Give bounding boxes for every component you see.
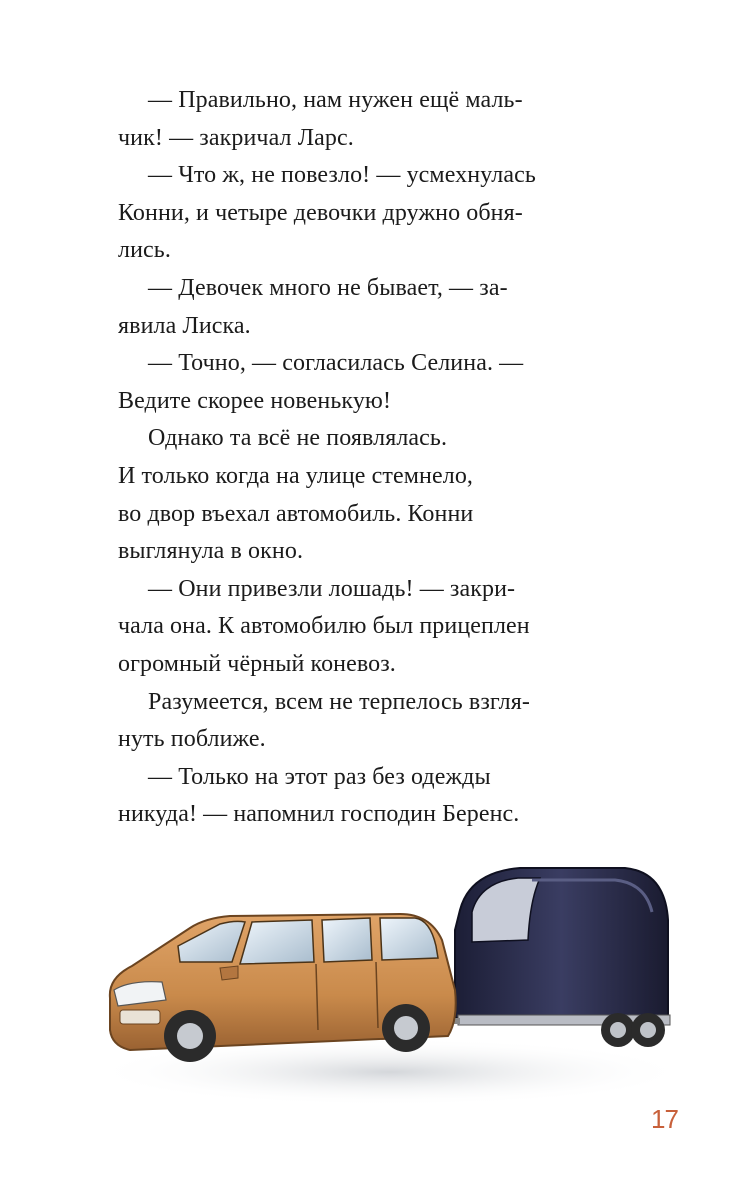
text-line: явила Лиска.: [118, 312, 251, 339]
text-line: — Они привезли лошадь! — закри-: [148, 575, 516, 602]
page-number: 17: [651, 1104, 678, 1134]
text-line: выглянула в окно.: [118, 538, 304, 565]
text-line: — Что ж, не повезло! — усмехнулась: [148, 162, 536, 189]
text-line: никуда! — напомнил господин Беренс.: [118, 801, 520, 828]
text-line: огромный чёрный коневоз.: [118, 650, 396, 677]
text-line: Конни, и четыре девочки дружно обня-: [118, 199, 523, 226]
text-line: чала она. К автомобилю был прицеплен: [118, 613, 530, 640]
text-line: Ведите скорее новенькую!: [118, 387, 392, 414]
text-line: — Правильно, нам нужен ещё маль-: [148, 87, 523, 113]
text-line: лись.: [118, 237, 171, 264]
text-line: чик! — закричал Ларс.: [118, 124, 354, 151]
horse-trailer: [440, 868, 670, 1047]
text-line: Разумеется, всем не терпелось взгля-: [148, 688, 530, 715]
text-line: — Точно, — согласилась Селина. —: [148, 350, 524, 377]
minivan-car: [110, 914, 456, 1062]
car-with-horse-trailer-illustration: [70, 850, 690, 1110]
text-line: — Только на этот раз без одежды: [148, 763, 491, 790]
text-line: Однако та всё не появлялась.: [148, 425, 448, 452]
text-line: во двор въехал автомобиль. Конни: [118, 500, 474, 527]
text-line: И только когда на улице стемнело,: [118, 462, 474, 489]
text-line: нуть поближе.: [118, 726, 266, 753]
text-line: — Девочек много не бывает, — за-: [148, 274, 508, 301]
story-text: [118, 82, 658, 834]
